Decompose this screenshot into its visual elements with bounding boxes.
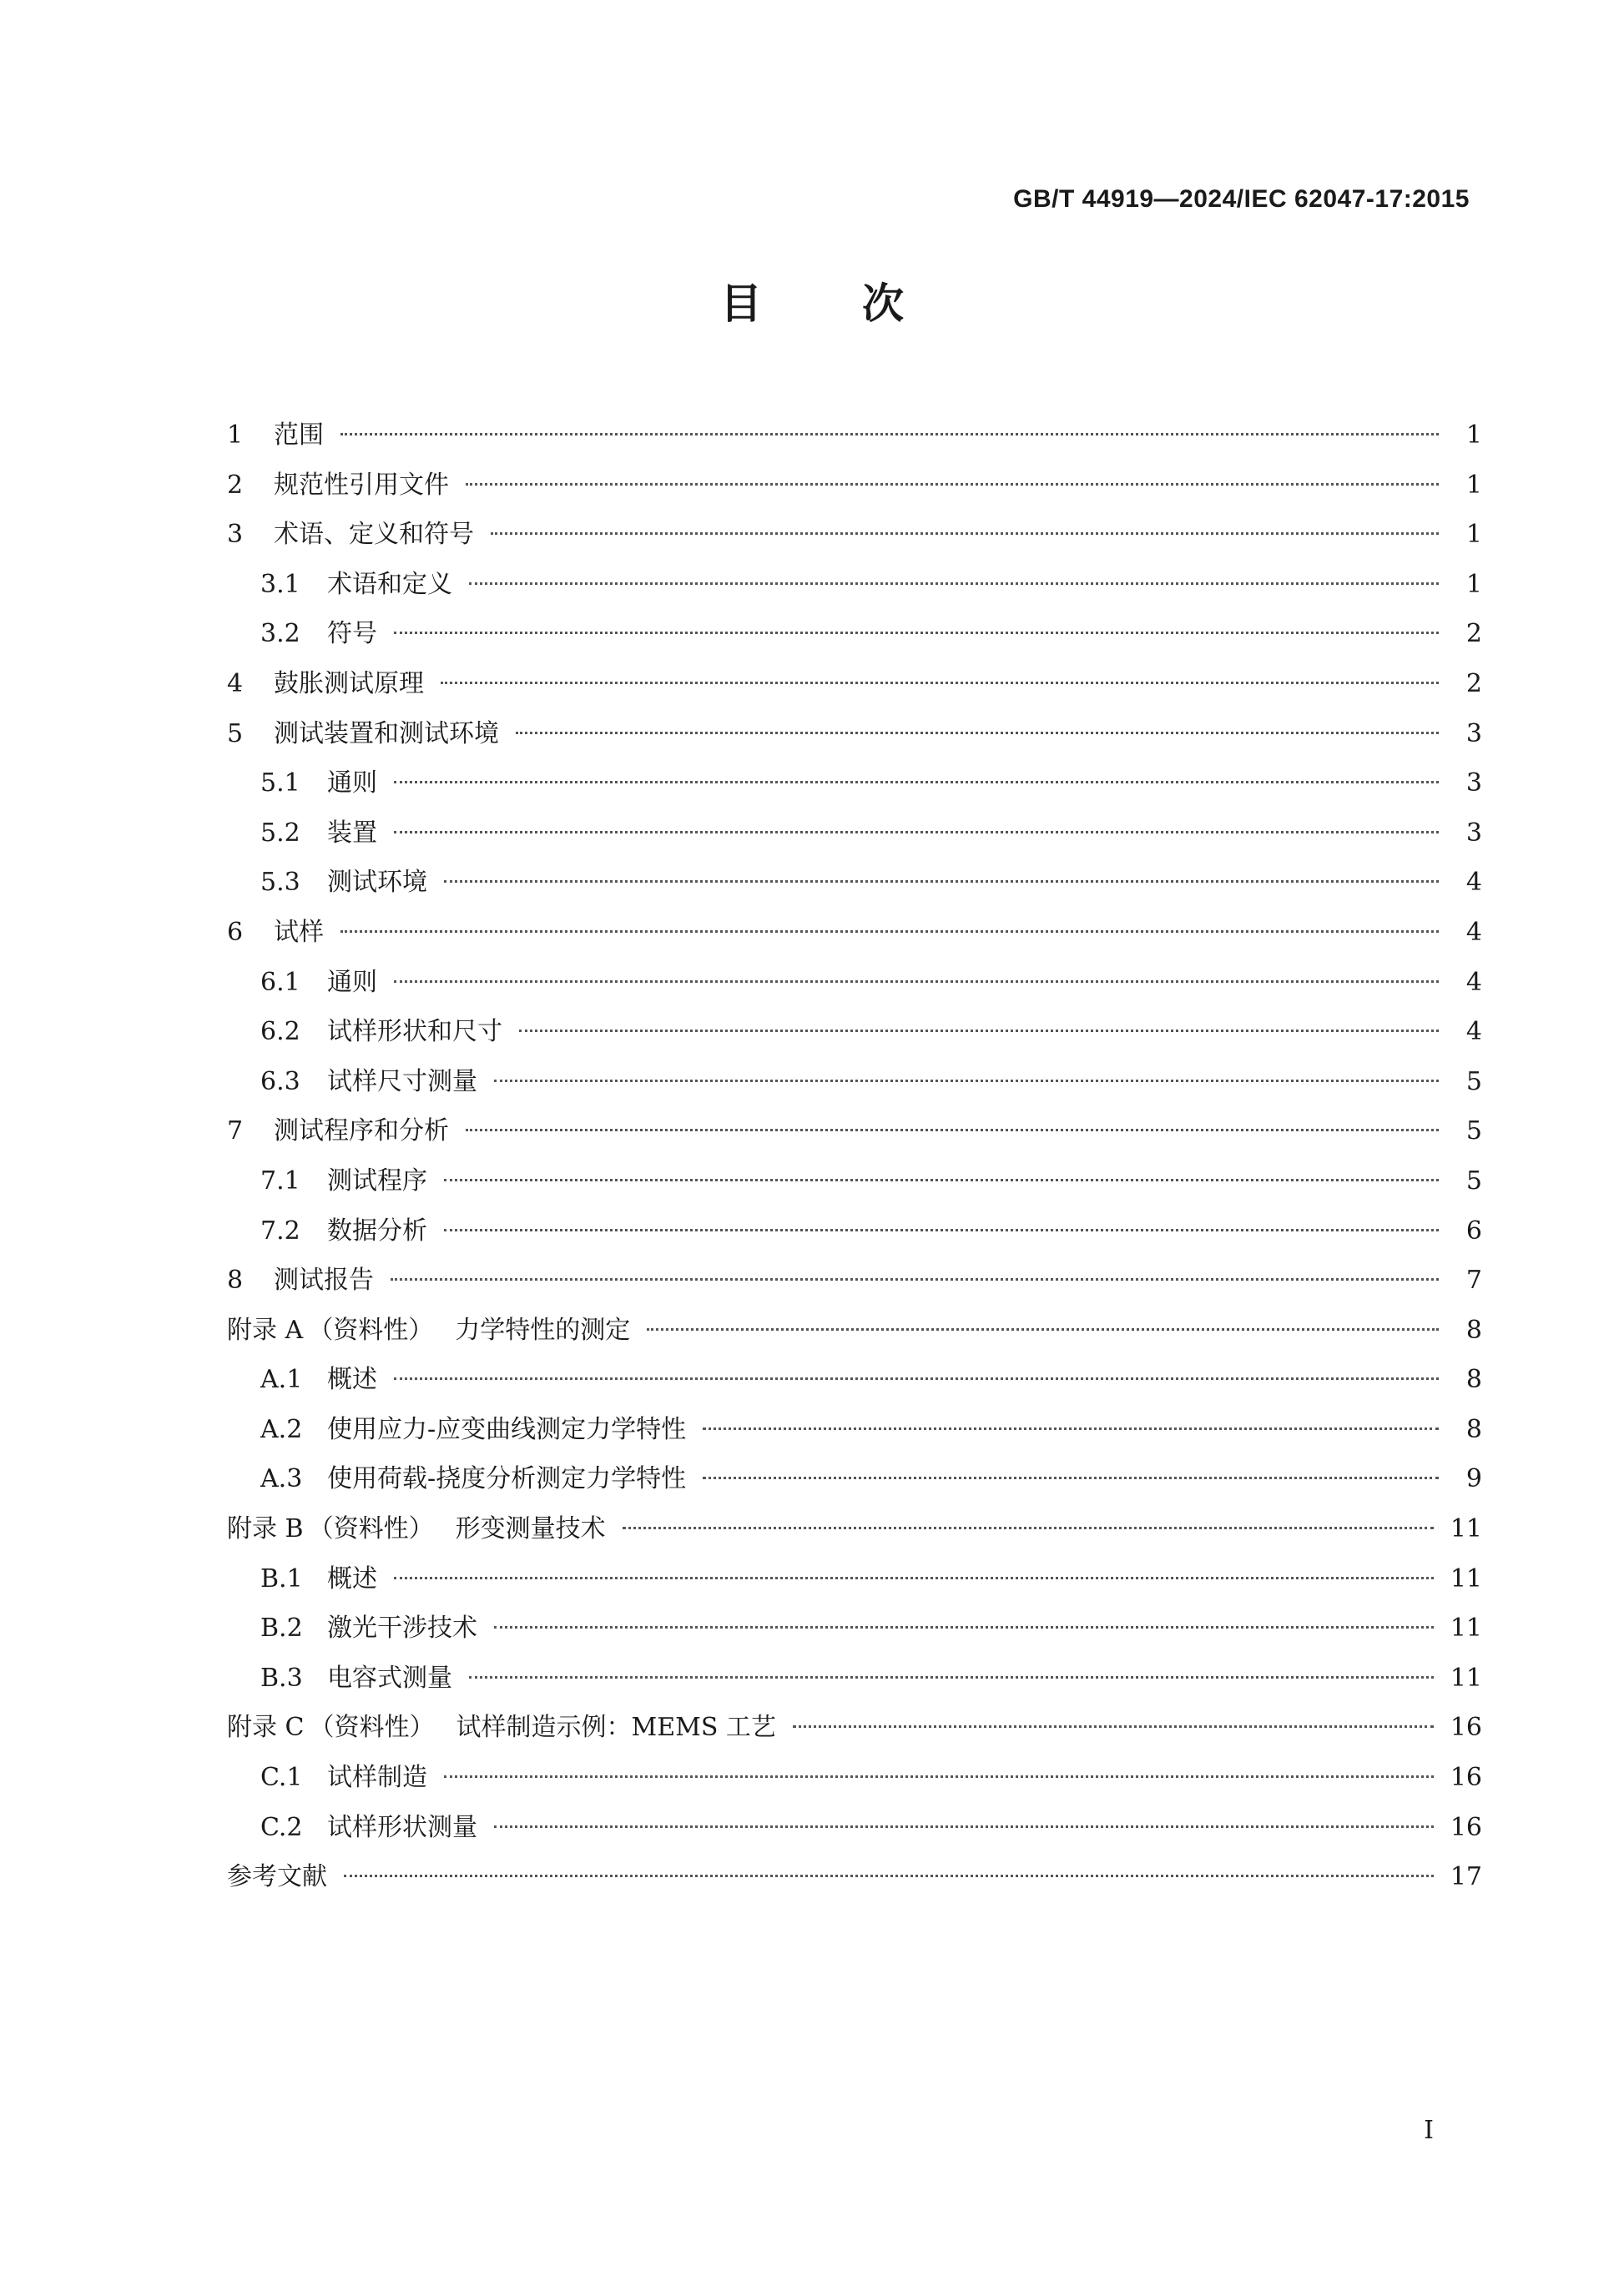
toc-entry-title: 通则: [327, 967, 377, 997]
page-title: 目次: [720, 279, 1004, 328]
toc-entry-annex-type: （资料性）: [308, 1315, 434, 1345]
toc-entry-title: 试样形状测量: [327, 1812, 477, 1842]
toc-entry-title: 装置: [327, 818, 377, 848]
toc-entry-title: 测试环境: [327, 868, 427, 898]
toc-dot-leader: [441, 682, 1439, 684]
toc-entry-title: 试样尺寸测量: [327, 1066, 477, 1096]
toc-entry-page: 7: [1465, 1266, 1482, 1296]
toc-entry-number: 3: [227, 520, 244, 550]
toc-dot-leader: [394, 781, 1439, 783]
toc-entry-page: 17: [1450, 1862, 1482, 1892]
toc-dot-leader: [340, 930, 1439, 933]
toc-entry-title: 试样形状和尺寸: [327, 1017, 502, 1047]
toc-entry-page: 4: [1465, 1017, 1482, 1047]
toc-entry[interactable]: [227, 1454, 1482, 1504]
toc-entry-page: 3: [1465, 768, 1482, 798]
toc-dot-leader: [491, 532, 1439, 535]
toc-dot-leader: [394, 980, 1439, 983]
toc-entry-page: 9: [1465, 1464, 1482, 1494]
toc-entry-title: 测试程序和分析: [274, 1116, 449, 1146]
toc-entry[interactable]: [227, 1753, 1482, 1803]
toc-entry-number: 5.2: [260, 818, 300, 848]
toc-dot-leader: [444, 880, 1439, 883]
toc-entry-page: 1: [1465, 420, 1482, 450]
toc-entry-annex-type: （资料性）: [308, 1514, 434, 1544]
toc-entry-page: 2: [1465, 668, 1482, 698]
toc-entry-title: 通则: [327, 768, 377, 798]
toc-entry-number: 附录 B: [227, 1514, 304, 1544]
toc-entry-title: 电容式测量: [327, 1663, 452, 1693]
toc-dot-leader: [394, 1577, 1434, 1579]
toc-entry[interactable]: [227, 1106, 1482, 1156]
toc-entry[interactable]: [227, 1703, 1482, 1753]
toc-entry-title: 概述: [327, 1365, 377, 1395]
toc-entry-title: 测试装置和测试环境: [274, 718, 499, 748]
toc-entry-annex-type: （资料性）: [309, 1713, 435, 1743]
toc-dot-leader: [494, 1825, 1434, 1828]
toc-entry-page: 1: [1465, 569, 1482, 599]
toc-dot-leader: [469, 1676, 1434, 1679]
toc-entry-number: B.2: [260, 1614, 303, 1644]
toc-entry[interactable]: [227, 1355, 1482, 1405]
toc-entry-number: C.1: [260, 1763, 303, 1793]
toc-dot-leader: [623, 1527, 1434, 1529]
toc-dot-leader: [391, 1278, 1439, 1281]
toc-entry-number: 6.2: [260, 1017, 300, 1047]
toc-entry-number: 附录 C: [227, 1713, 305, 1743]
toc-entry-title: 数据分析: [327, 1216, 427, 1246]
toc-entry-title: 试样制造: [327, 1763, 427, 1793]
toc-entry-page: 1: [1465, 520, 1482, 550]
toc-dot-leader: [466, 1129, 1439, 1131]
toc-entry-number: 2: [227, 470, 244, 500]
toc-entry-number: 1: [227, 420, 244, 450]
toc-entry-title: 使用荷载-挠度分析测定力学特性: [327, 1464, 687, 1494]
toc-entry-number: 附录 A: [227, 1315, 304, 1345]
toc-entry[interactable]: [227, 1206, 1482, 1256]
toc-entry-title: 符号: [327, 619, 377, 649]
document-code: GB/T 44919—2024/IEC 62047-17:2015: [1013, 185, 1470, 213]
toc-entry-title: 激光干涉技术: [327, 1614, 477, 1644]
toc-entry[interactable]: [227, 808, 1482, 858]
toc-entry-number: A.2: [260, 1414, 303, 1444]
toc-entry[interactable]: [227, 560, 1482, 610]
toc-entry-title: 形变测量技术: [455, 1514, 606, 1544]
toc-entry-title: 测试程序: [327, 1166, 427, 1196]
toc-entry[interactable]: [227, 1654, 1482, 1704]
toc-entry-number: 6.1: [260, 967, 300, 997]
toc-entry[interactable]: [227, 908, 1482, 958]
toc-entry[interactable]: [227, 461, 1482, 511]
toc-entry-number: 6: [227, 917, 244, 947]
toc-entry[interactable]: [227, 510, 1482, 560]
toc-entry-page: 3: [1465, 718, 1482, 748]
toc-dot-leader: [444, 1179, 1439, 1181]
toc-entry[interactable]: [227, 659, 1482, 709]
toc-entry-page: 8: [1465, 1414, 1482, 1444]
toc-entry[interactable]: [227, 410, 1482, 461]
toc-entry-title: 范围: [274, 420, 324, 450]
toc-entry-page: 4: [1465, 868, 1482, 898]
toc-dot-leader: [469, 582, 1439, 585]
toc-entry-page: 16: [1450, 1713, 1482, 1743]
toc-entry[interactable]: [227, 958, 1482, 1008]
toc-entry[interactable]: [227, 1007, 1482, 1057]
toc-entry-title: 术语、定义和符号: [274, 520, 474, 550]
toc-dot-leader: [344, 1875, 1434, 1877]
toc-entry-title: 试样制造示例：MEMS 工艺: [456, 1713, 776, 1743]
toc-entry[interactable]: [227, 1057, 1482, 1107]
toc-entry-title: 规范性引用文件: [274, 470, 449, 500]
toc-entry[interactable]: [227, 1504, 1482, 1554]
toc-entry-page: 8: [1465, 1365, 1482, 1395]
toc-entry-number: A.3: [260, 1464, 303, 1494]
toc-entry[interactable]: [227, 1405, 1482, 1455]
toc-entry-page: 11: [1450, 1514, 1482, 1544]
toc-dot-leader: [494, 1080, 1439, 1082]
toc-entry-title: 鼓胀测试原理: [274, 668, 424, 698]
toc-entry-page: 11: [1450, 1614, 1482, 1644]
toc-entry[interactable]: [227, 1554, 1482, 1604]
toc-entry[interactable]: [227, 1156, 1482, 1206]
toc-entry-title: 力学特性的测定: [455, 1315, 631, 1345]
toc-entry[interactable]: [227, 609, 1482, 659]
toc-entry-number: 5.1: [260, 768, 300, 798]
table-of-contents: [227, 410, 1482, 1902]
toc-entry-page: 5: [1465, 1116, 1482, 1146]
toc-entry-page: 1: [1465, 470, 1482, 500]
toc-dot-leader: [793, 1725, 1434, 1728]
toc-entry-number: B.1: [260, 1563, 303, 1594]
toc-entry[interactable]: [227, 1256, 1482, 1306]
toc-entry[interactable]: [227, 1803, 1482, 1853]
toc-entry-title: 试样: [274, 917, 324, 947]
toc-entry-page: 2: [1465, 619, 1482, 649]
toc-entry-title: 测试报告: [274, 1266, 374, 1296]
toc-entry-page: 16: [1450, 1763, 1482, 1793]
toc-entry-title: 概述: [327, 1563, 377, 1594]
toc-entry[interactable]: [227, 709, 1482, 759]
toc-dot-leader: [340, 433, 1439, 436]
toc-entry-number: 7: [227, 1116, 244, 1146]
toc-entry-number: C.2: [260, 1812, 303, 1842]
toc-entry-number: A.1: [260, 1365, 303, 1395]
toc-dot-leader: [519, 1030, 1439, 1032]
toc-entry-page: 4: [1465, 967, 1482, 997]
toc-entry[interactable]: [227, 858, 1482, 908]
toc-entry[interactable]: [227, 1306, 1482, 1356]
toc-entry-number: 6.3: [260, 1066, 300, 1096]
toc-entry-title: 使用应力-应变曲线测定力学特性: [327, 1414, 687, 1444]
toc-dot-leader: [394, 1377, 1439, 1380]
toc-dot-leader: [394, 632, 1439, 634]
toc-entry-page: 5: [1465, 1166, 1482, 1196]
toc-entry-number: 3.1: [260, 569, 300, 599]
toc-entry-number: 8: [227, 1266, 244, 1296]
toc-entry-page: 11: [1450, 1663, 1482, 1693]
toc-dot-leader: [494, 1626, 1434, 1629]
toc-entry-number: B.3: [260, 1663, 303, 1693]
toc-entry-page: 5: [1465, 1066, 1482, 1096]
toc-dot-leader: [703, 1477, 1439, 1479]
toc-entry-number: 5: [227, 718, 244, 748]
toc-entry[interactable]: [227, 1604, 1482, 1654]
toc-entry-page: 3: [1465, 818, 1482, 848]
toc-entry-number: 7.2: [260, 1216, 300, 1246]
toc-entry-page: 6: [1465, 1216, 1482, 1246]
toc-entry-page: 8: [1465, 1315, 1482, 1345]
toc-dot-leader: [703, 1427, 1439, 1430]
toc-entry-number: 5.3: [260, 868, 300, 898]
toc-entry-page: 16: [1450, 1812, 1482, 1842]
toc-entry[interactable]: [227, 1852, 1482, 1902]
toc-dot-leader: [444, 1229, 1439, 1231]
toc-entry-number: 7.1: [260, 1166, 300, 1196]
toc-dot-leader: [647, 1328, 1439, 1331]
toc-entry-number: 3.2: [260, 619, 300, 649]
toc-dot-leader: [516, 732, 1439, 734]
toc-entry-page: 11: [1450, 1563, 1482, 1594]
toc-entry-title: 参考文献: [227, 1862, 327, 1892]
page-number: I: [1424, 2116, 1434, 2145]
toc-entry-number: 4: [227, 668, 244, 698]
toc-entry-page: 4: [1465, 917, 1482, 947]
toc-dot-leader: [444, 1775, 1434, 1778]
toc-dot-leader: [466, 483, 1439, 486]
toc-entry[interactable]: [227, 758, 1482, 808]
toc-dot-leader: [394, 831, 1439, 833]
toc-entry-title: 术语和定义: [327, 569, 452, 599]
